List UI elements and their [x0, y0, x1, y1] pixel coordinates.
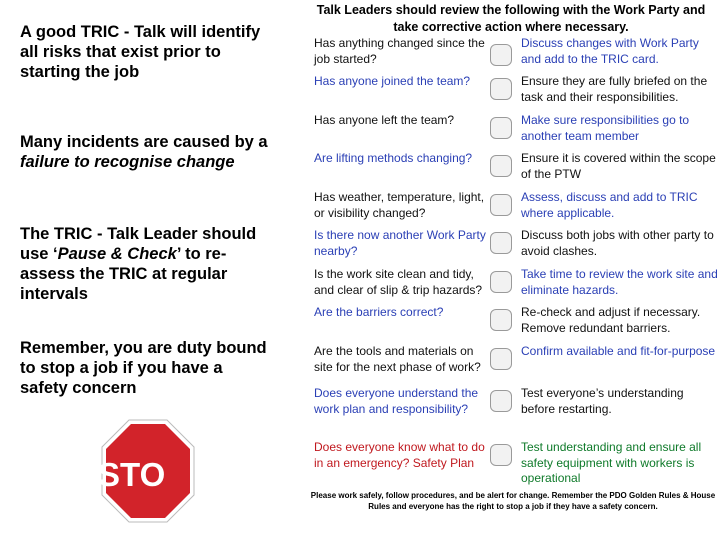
check-box[interactable] — [490, 309, 512, 331]
check-box[interactable] — [490, 155, 512, 177]
checklist-header: Talk Leaders should review the following with the Work Party and take corrective action where necessary. — [316, 3, 706, 34]
checklist-footer: Please work safely, follow procedures, and be alert for change. Remember the PDO Golden Rules & House Rules and everyone has the right to stop a job if they have a safety concern. — [310, 491, 716, 511]
row-question: Does everyone understand the work plan and responsibility? — [314, 386, 479, 416]
row-action: Assess, discuss and add to TRIC where applicable. — [521, 190, 698, 220]
pause-check-emphasis: Pause & Check — [57, 245, 177, 263]
row-action: Make sure responsibilities go to another team member — [521, 113, 690, 143]
change-paragraph — [20, 132, 270, 172]
row-question: Is the work site clean and tidy, and clear of slip & trip hazards? — [314, 267, 483, 297]
pause-check-paragraph — [20, 224, 270, 304]
pause-check-text: The TRIC - Talk Leader should use ‘ — [20, 225, 257, 263]
row-question: Has anyone left the team? — [314, 113, 455, 127]
row-action: Test everyone’s understanding before restarting. — [521, 386, 684, 416]
check-box[interactable] — [490, 194, 512, 216]
check-box[interactable] — [490, 117, 512, 139]
row-action: Re-check and adjust if necessary. Remove redundant barriers. — [521, 305, 701, 335]
row-question: Has anyone joined the team? — [314, 74, 471, 88]
check-box[interactable] — [490, 44, 512, 66]
stop-sign-icon — [96, 418, 196, 528]
row-question: Has anything changed since the job started? — [314, 36, 485, 66]
row-question: Has weather, temperature, light, or visibility changed? — [314, 190, 485, 220]
row-question: Are the tools and materials on site for the next phase of work? — [314, 344, 481, 374]
change-paragraph-text: Many incidents are caused by a — [20, 133, 268, 151]
row-action: Ensure it is covered within the scope of the PTW — [521, 151, 716, 181]
review-checklist — [306, 0, 720, 540]
pause-check-text-end: ’ to re-assess the TRIC at regular intervals — [20, 245, 228, 303]
row-action: Take time to review the work site and eliminate hazards. — [521, 267, 718, 297]
row-action: Test understanding and ensure all safety equipment with workers is operational — [521, 440, 702, 485]
row-action: Discuss changes with Work Party and add to the TRIC card. — [521, 36, 699, 66]
row-question: Does everyone know what to do in an emergency? Safety Plan — [314, 440, 485, 470]
row-question: Is there now another Work Party nearby? — [314, 228, 486, 258]
row-question: Are lifting methods changing? — [314, 151, 473, 165]
duty-paragraph: Remember, you are duty bound to stop a job if you have a safety concern — [20, 339, 267, 397]
change-paragraph-emphasis: failure to recognise change — [20, 153, 235, 171]
check-box[interactable] — [490, 390, 512, 412]
check-box[interactable] — [490, 271, 512, 293]
check-box[interactable] — [490, 444, 512, 466]
check-box[interactable] — [490, 232, 512, 254]
row-action: Confirm available and fit-for-purpose — [521, 344, 716, 358]
check-box[interactable] — [490, 348, 512, 370]
stop-sign-text: STO — [98, 456, 166, 493]
row-action: Ensure they are fully briefed on the task and their responsibilities. — [521, 74, 708, 104]
intro-paragraph: A good TRIC - Talk will identify all risks that exist prior to starting the job — [20, 23, 261, 81]
row-action: Discuss both jobs with other party to avoid clashes. — [521, 228, 714, 258]
row-question: Are the barriers correct? — [314, 305, 444, 319]
check-box[interactable] — [490, 78, 512, 100]
